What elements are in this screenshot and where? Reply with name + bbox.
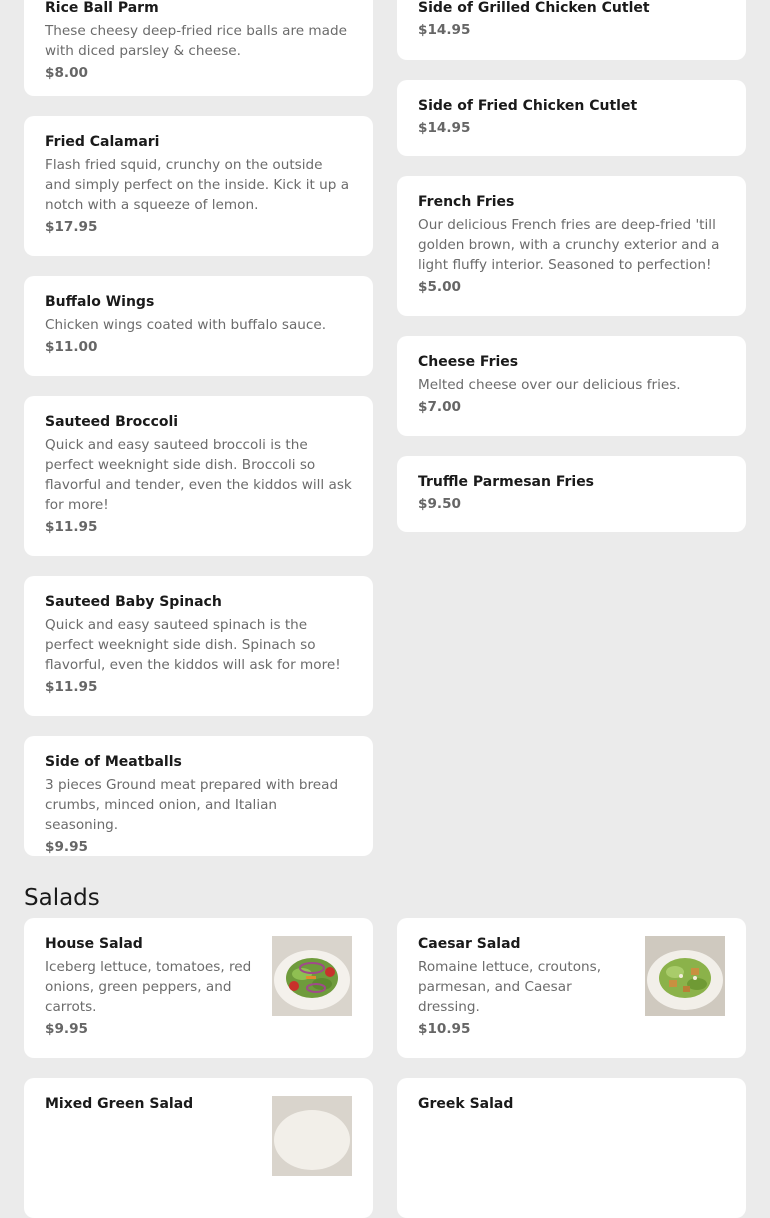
menu-item-title: Sauteed Broccoli xyxy=(45,414,179,430)
menu-item-card[interactable] xyxy=(397,80,746,156)
menu-item-card[interactable] xyxy=(24,276,373,376)
menu-item-title: Greek Salad xyxy=(418,1096,514,1112)
menu-item-price: $9.50 xyxy=(418,496,461,512)
menu-item-description: Iceberg lettuce, tomatoes, red onions, green peppers, and carrots. xyxy=(45,959,252,1015)
menu-item-card[interactable] xyxy=(397,0,746,60)
menu-item-price: $17.95 xyxy=(45,219,98,235)
menu-item-price: $11.95 xyxy=(45,679,98,695)
menu-item-title: Cheese Fries xyxy=(418,354,519,370)
menu-item-title: Sauteed Baby Spinach xyxy=(45,594,222,610)
menu-item-card[interactable] xyxy=(397,456,746,532)
menu-item-title: Side of Meatballs xyxy=(45,754,182,770)
menu-item-description: These cheesy deep-fried rice balls are made with diced parsley & cheese. xyxy=(45,23,347,59)
menu-item-card[interactable] xyxy=(397,918,746,1058)
menu-item-title: Truffle Parmesan Fries xyxy=(418,474,595,490)
section-heading-salads: Salads xyxy=(24,885,100,911)
menu-item-card[interactable] xyxy=(24,396,373,556)
menu-item-price: $11.00 xyxy=(45,339,98,355)
menu-item-card[interactable] xyxy=(397,176,746,316)
menu-item-description: Chicken wings coated with buffalo sauce. xyxy=(45,317,327,333)
menu-item-description: Romaine lettuce, croutons, parmesan, and Caesar dressing. xyxy=(418,959,602,1015)
menu-item-price: $5.00 xyxy=(418,279,461,295)
menu-item-description: Quick and easy sauteed spinach is the perfect weeknight side dish. Spinach so flavorful, even the kiddos will ask for more! xyxy=(45,617,341,673)
menu-item-price: $9.95 xyxy=(45,1021,88,1037)
menu-item-card[interactable] xyxy=(397,1078,746,1218)
menu-item-card[interactable] xyxy=(24,918,373,1058)
caesar-salad-photo xyxy=(645,936,725,1016)
menu-item-price: $14.95 xyxy=(418,120,471,136)
menu-item-title: Side of Fried Chicken Cutlet xyxy=(418,98,638,114)
menu-item-price: $10.95 xyxy=(418,1021,471,1037)
house-salad-photo xyxy=(272,936,352,1016)
menu-item-description: Melted cheese over our delicious fries. xyxy=(418,377,681,393)
menu-item-card[interactable] xyxy=(24,0,373,96)
menu-item-title: Caesar Salad xyxy=(418,936,521,952)
menu-item-price: $9.95 xyxy=(45,839,88,855)
menu-item-price: $11.95 xyxy=(45,519,98,535)
mixed-green-salad-photo xyxy=(272,1096,352,1176)
menu-item-description: 3 pieces Ground meat prepared with bread crumbs, minced onion, and Italian seasoning. xyxy=(45,777,339,833)
menu-item-card[interactable] xyxy=(24,736,373,856)
menu-item-title: Rice Ball Parm xyxy=(45,0,159,16)
menu-item-price: $14.95 xyxy=(418,22,471,38)
menu-item-description: Flash fried squid, crunchy on the outside and simply perfect on the inside. Kick it up a notch with a squeeze of lemon. xyxy=(45,157,350,213)
menu-item-title: Mixed Green Salad xyxy=(45,1096,194,1112)
menu-item-card[interactable] xyxy=(24,576,373,716)
menu-item-title: House Salad xyxy=(45,936,143,952)
menu-item-price: $8.00 xyxy=(45,65,88,81)
menu-item-card[interactable] xyxy=(24,1078,373,1218)
menu-item-price: $7.00 xyxy=(418,399,461,415)
menu-item-title: Buffalo Wings xyxy=(45,294,155,310)
menu-item-description: Our delicious French fries are deep-fried 'till golden brown, with a crunchy exterior and a light fluffy interior. Seasoned to perfection! xyxy=(418,217,720,273)
menu-item-card[interactable] xyxy=(24,116,373,256)
menu-item-description: Quick and easy sauteed broccoli is the perfect weeknight side dish. Broccoli so flavorful and tender, even the kiddos will ask for more! xyxy=(45,437,352,513)
menu-item-title: French Fries xyxy=(418,194,515,210)
menu-item-title: Side of Grilled Chicken Cutlet xyxy=(418,0,650,16)
menu-item-title: Fried Calamari xyxy=(45,134,160,150)
menu-item-card[interactable] xyxy=(397,336,746,436)
